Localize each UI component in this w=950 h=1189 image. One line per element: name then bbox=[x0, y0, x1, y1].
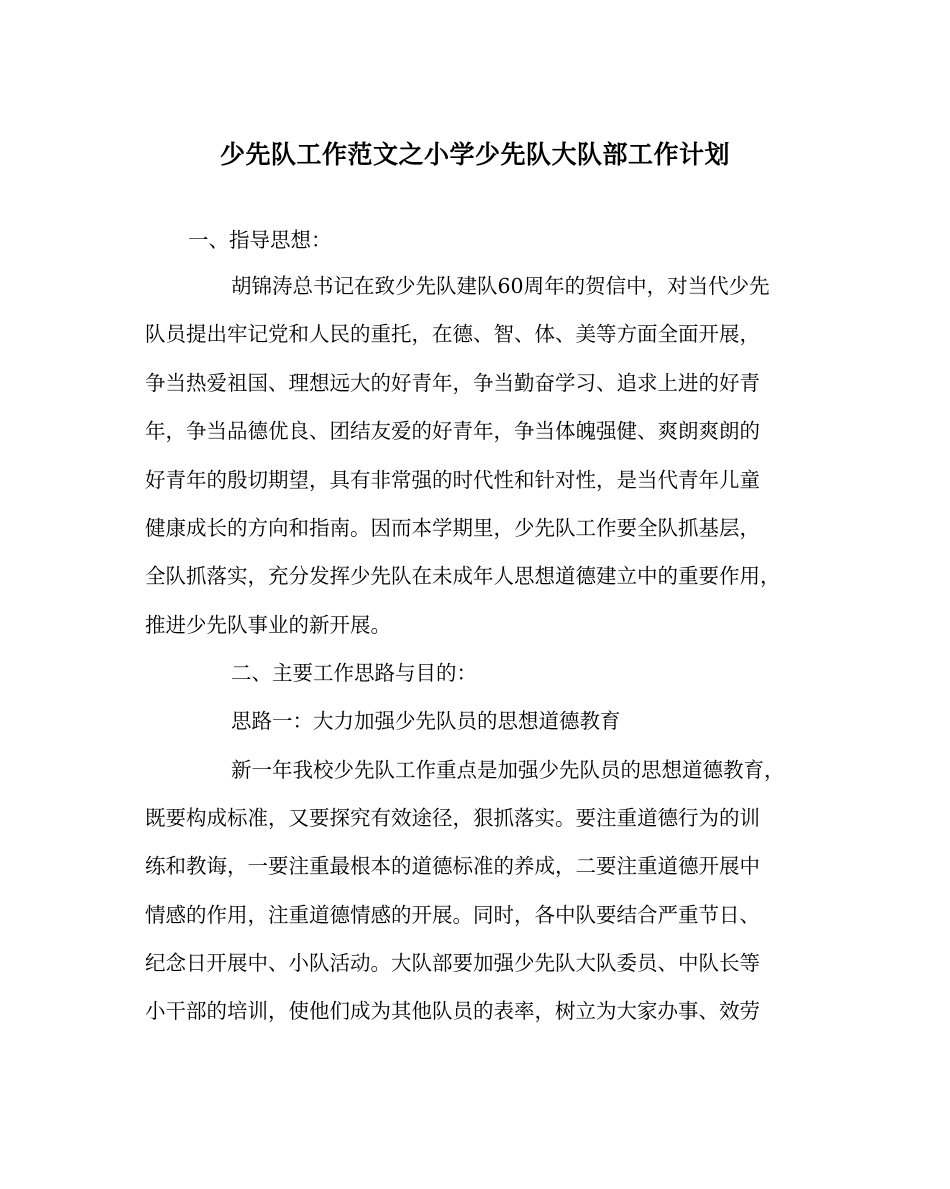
section-heading-work-ideas: 二、主要工作思路与目的： bbox=[231, 661, 477, 685]
paragraph-line: 年，争当品德优良、团结友爱的好青年，争当体魄强健、爽朗爽朗的 bbox=[145, 419, 760, 443]
paragraph-line: 情感的作用，注重道德情感的开展。同时，各中队要结合严重节日、 bbox=[145, 903, 760, 927]
paragraph-line: 争当热爱祖国、理想远大的好青年，争当勤奋学习、追求上进的好青 bbox=[145, 371, 760, 395]
paragraph-line: 健康成长的方向和指南。因而本学期里，少先队工作要全队抓基层， bbox=[145, 516, 760, 540]
section-heading-guiding-thought: 一、指导思想： bbox=[188, 228, 332, 252]
paragraph-line: 好青年的殷切期望，具有非常强的时代性和针对性，是当代青年儿童 bbox=[145, 468, 760, 492]
paragraph-line: 小干部的培训，使他们成为其他队员的表率，树立为大家办事、效劳 bbox=[145, 999, 760, 1023]
document-title: 少先队工作范文之小学少先队大队部工作计划 bbox=[219, 140, 730, 169]
paragraph-line: 全队抓落实，充分发挥少先队在未成年人思想道德建立中的重要作用， bbox=[145, 564, 781, 588]
paragraph-line: 新一年我校少先队工作重点是加强少先队员的思想道德教育， bbox=[231, 758, 785, 782]
paragraph-line: 纪念日开展中、小队活动。大队部要加强少先队大队委员、中队长等 bbox=[145, 951, 760, 975]
paragraph-line: 既要构成标准，又要探究有效途径，狠抓落实。要注重道德行为的训 bbox=[145, 806, 760, 830]
paragraph-line: 胡锦涛总书记在致少先队建队60周年的贺信中，对当代少先 bbox=[231, 274, 770, 298]
paragraph-line: 练和教诲，一要注重最根本的道德标准的养成，二要注重道德开展中 bbox=[145, 854, 760, 878]
paragraph-line: 队员提出牢记党和人民的重托，在德、智、体、美等方面全面开展， bbox=[145, 322, 760, 346]
subheading-idea-one: 思路一：大力加强少先队员的思想道德教育 bbox=[231, 709, 621, 733]
paragraph-line: 推进少先队事业的新开展。 bbox=[145, 613, 391, 637]
